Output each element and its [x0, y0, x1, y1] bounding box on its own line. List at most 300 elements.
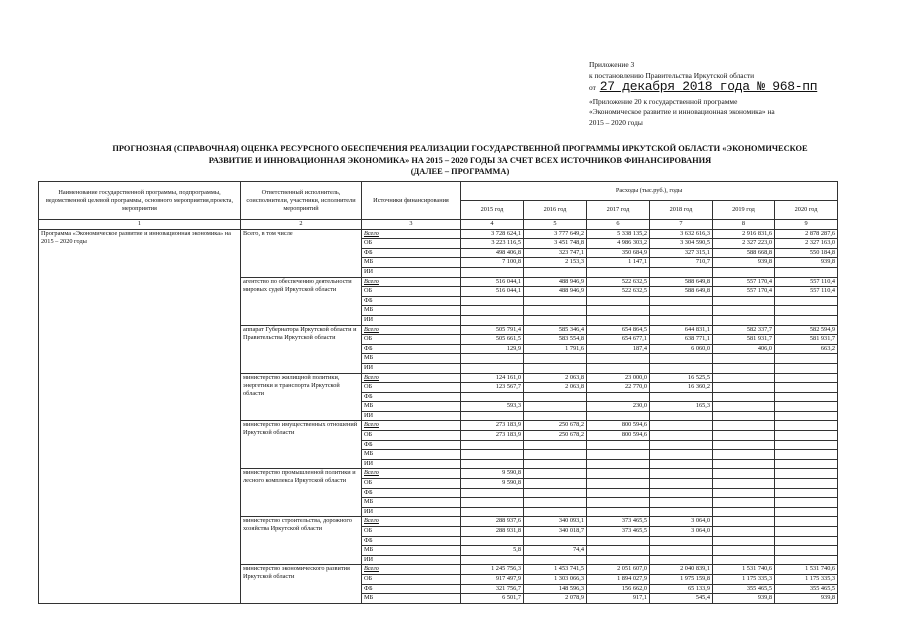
- expense-value: [524, 363, 587, 373]
- expense-value: 545,4: [650, 594, 713, 604]
- expense-value: 710,7: [650, 258, 713, 268]
- expense-value: 917,1: [587, 594, 650, 604]
- funding-source: МБ: [362, 498, 461, 508]
- expense-value: [775, 411, 838, 421]
- expense-value: 323 747,1: [524, 248, 587, 258]
- expense-value: 273 183,9: [461, 431, 524, 441]
- executor-name: министерство строительства, дорожного хозяйства Иркутской области: [241, 517, 362, 565]
- expense-value: 939,8: [775, 258, 838, 268]
- title-line1: ПРОГНОЗНАЯ (СПРАВОЧНАЯ) ОЦЕНКА РЕСУРСНОГО ОБЕСПЕЧЕНИЯ РЕАЛИЗАЦИИ ГОСУДАРСТВЕННОЙ ПРОГРАММЫ ИРКУТСКОЙ ОБЛАСТИ «ЭКОНОМИЧЕСКОЕ: [112, 144, 808, 153]
- expense-value: [461, 267, 524, 277]
- expense-value: 250 678,2: [524, 431, 587, 441]
- expense-value: [461, 459, 524, 469]
- expense-value: [775, 459, 838, 469]
- expense-value: [650, 354, 713, 364]
- executor-name: министерство экономического развития Иркутской области: [241, 565, 362, 603]
- expense-value: [461, 440, 524, 450]
- expense-value: [713, 354, 775, 364]
- expense-value: [524, 354, 587, 364]
- expense-value: [775, 546, 838, 556]
- expense-value: 588 649,8: [650, 277, 713, 287]
- expense-value: [587, 392, 650, 402]
- expense-value: [650, 411, 713, 421]
- expense-value: 23 000,0: [587, 373, 650, 383]
- expense-value: [713, 296, 775, 306]
- expense-value: 1 175 335,3: [713, 574, 775, 584]
- expense-value: [650, 469, 713, 479]
- funding-source: Всего: [362, 565, 461, 575]
- document-title: [70, 143, 850, 178]
- expense-value: [524, 296, 587, 306]
- expense-value: 355 465,5: [775, 584, 838, 594]
- expense-value: 557 170,4: [713, 277, 775, 287]
- expense-value: 2 078,9: [524, 594, 587, 604]
- expense-value: 65 133,9: [650, 584, 713, 594]
- funding-source: Всего: [362, 421, 461, 431]
- expense-value: [713, 440, 775, 450]
- expense-value: [713, 392, 775, 402]
- expense-value: [587, 440, 650, 450]
- expense-value: 74,4: [524, 546, 587, 556]
- decree-reference: к постановлению Правительства Иркутской области: [589, 70, 755, 80]
- program-name: Программа «Экономическое развитие и инновационная экономика» на 2015 – 2020 годы: [39, 229, 241, 603]
- expense-value: [587, 507, 650, 517]
- expense-value: 230,0: [587, 402, 650, 412]
- funding-source: ФБ: [362, 440, 461, 450]
- funding-source: Всего: [362, 325, 461, 335]
- expense-value: [713, 507, 775, 517]
- expense-value: [713, 411, 775, 421]
- expense-value: 581 931,7: [713, 335, 775, 345]
- expense-value: [650, 431, 713, 441]
- expense-value: [587, 315, 650, 325]
- expense-value: 588 668,8: [713, 248, 775, 258]
- header-year: 2016 год: [524, 201, 587, 220]
- expense-value: [713, 498, 775, 508]
- expense-value: [524, 555, 587, 565]
- expense-value: [587, 469, 650, 479]
- expense-value: 156 662,0: [587, 584, 650, 594]
- expense-value: 1 531 740,6: [713, 565, 775, 575]
- expense-value: [524, 411, 587, 421]
- funding-source: МБ: [362, 306, 461, 316]
- appendix-program-line2: «Экономическое развитие и инновационная экономика» на: [589, 107, 775, 116]
- expense-value: [587, 354, 650, 364]
- expense-value: [461, 354, 524, 364]
- expense-value: [713, 421, 775, 431]
- table-body: [39, 220, 838, 604]
- expense-value: 3 064,0: [650, 527, 713, 537]
- expense-value: [524, 315, 587, 325]
- expense-value: [650, 536, 713, 546]
- funding-source: ИИ: [362, 507, 461, 517]
- expense-value: [461, 450, 524, 460]
- executor-name: министерство жилищной политики, энергетики и транспорта Иркутской области: [241, 373, 362, 421]
- expense-value: [775, 488, 838, 498]
- expense-value: 581 931,7: [775, 335, 838, 345]
- expense-value: 939,8: [713, 594, 775, 604]
- expense-value: 1 453 741,5: [524, 565, 587, 575]
- column-index: 8: [713, 220, 775, 230]
- expense-value: 6 060,0: [650, 344, 713, 354]
- expense-value: [587, 450, 650, 460]
- expense-value: [587, 536, 650, 546]
- expense-value: [713, 488, 775, 498]
- funding-source: ИИ: [362, 411, 461, 421]
- expense-value: [524, 459, 587, 469]
- expense-value: [461, 306, 524, 316]
- expense-value: [775, 421, 838, 431]
- expense-value: [713, 555, 775, 565]
- funding-source: ФБ: [362, 296, 461, 306]
- expense-value: 583 554,8: [524, 335, 587, 345]
- expense-value: [713, 450, 775, 460]
- expense-value: 3 777 649,2: [524, 229, 587, 239]
- funding-source: Всего: [362, 373, 461, 383]
- expense-value: [587, 306, 650, 316]
- expense-value: 3 632 616,3: [650, 229, 713, 239]
- funding-source: МБ: [362, 402, 461, 412]
- expense-value: [587, 488, 650, 498]
- header-year: 2018 год: [650, 201, 713, 220]
- expense-value: [587, 296, 650, 306]
- expense-value: [524, 507, 587, 517]
- expense-value: 522 632,5: [587, 277, 650, 287]
- expense-value: [524, 440, 587, 450]
- expense-value: [461, 498, 524, 508]
- expense-value: [775, 469, 838, 479]
- expense-value: 2 153,3: [524, 258, 587, 268]
- expense-value: 644 831,1: [650, 325, 713, 335]
- executor-name: аппарат Губернатора Иркутской области и Правительства Иркутской области: [241, 325, 362, 373]
- expense-value: [650, 306, 713, 316]
- expense-value: [650, 363, 713, 373]
- expense-value: 1 303 066,3: [524, 574, 587, 584]
- expense-value: [524, 479, 587, 489]
- funding-source: Всего: [362, 277, 461, 287]
- expense-value: 1 975 159,8: [650, 574, 713, 584]
- expense-value: [524, 536, 587, 546]
- expense-value: [775, 527, 838, 537]
- header-expenses: Расходы (тыс.руб.), годы: [461, 182, 838, 201]
- expense-value: 2 051 607,0: [587, 565, 650, 575]
- expense-value: [650, 546, 713, 556]
- expense-value: [461, 296, 524, 306]
- expense-value: [713, 363, 775, 373]
- expense-value: 800 594,6: [587, 431, 650, 441]
- header-year: 2015 год: [461, 201, 524, 220]
- expense-value: 638 771,1: [650, 335, 713, 345]
- expense-value: [775, 392, 838, 402]
- expense-value: 939,8: [713, 258, 775, 268]
- header-source: Источники финансирования: [362, 182, 461, 220]
- expense-value: 2 327 163,0: [775, 239, 838, 249]
- expense-value: [587, 479, 650, 489]
- column-index: 2: [241, 220, 362, 230]
- expense-value: 1 147,1: [587, 258, 650, 268]
- expense-value: 129,9: [461, 344, 524, 354]
- expense-value: [587, 498, 650, 508]
- expense-value: 288 931,8: [461, 527, 524, 537]
- expense-value: [587, 411, 650, 421]
- expense-value: [775, 363, 838, 373]
- expense-value: 124 161,0: [461, 373, 524, 383]
- header-year: 2020 год: [775, 201, 838, 220]
- expense-value: 6 501,7: [461, 594, 524, 604]
- expense-value: 9 590,8: [461, 469, 524, 479]
- expense-value: 654 864,5: [587, 325, 650, 335]
- expense-value: [650, 507, 713, 517]
- executor-name: Всего, в том числе: [241, 229, 362, 277]
- expense-value: 1 175 335,3: [775, 574, 838, 584]
- expense-value: [713, 402, 775, 412]
- date-prefix: от: [589, 83, 596, 92]
- expense-value: 373 465,5: [587, 527, 650, 537]
- expense-value: [713, 469, 775, 479]
- expense-value: [775, 354, 838, 364]
- expense-value: 557 110,4: [775, 287, 838, 297]
- expense-value: 187,4: [587, 344, 650, 354]
- expense-value: [461, 411, 524, 421]
- expense-value: 917 497,9: [461, 574, 524, 584]
- funding-source: ОБ: [362, 383, 461, 393]
- resource-table: [38, 181, 838, 604]
- expense-value: 373 465,5: [587, 517, 650, 527]
- expense-value: [650, 459, 713, 469]
- funding-source: ФБ: [362, 248, 461, 258]
- expense-value: 582 594,9: [775, 325, 838, 335]
- column-index: 9: [775, 220, 838, 230]
- appendix-program-line3: 2015 – 2020 годы: [589, 117, 643, 127]
- column-index: 1: [39, 220, 241, 230]
- expense-value: [461, 536, 524, 546]
- header-year: 2017 год: [587, 201, 650, 220]
- expense-value: [713, 267, 775, 277]
- expense-value: 588 649,8: [650, 287, 713, 297]
- expense-value: 2 040 839,1: [650, 565, 713, 575]
- funding-source: ИИ: [362, 555, 461, 565]
- funding-source: Всего: [362, 469, 461, 479]
- funding-source: ОБ: [362, 335, 461, 345]
- funding-source: ИИ: [362, 459, 461, 469]
- expense-value: [713, 373, 775, 383]
- expense-value: 5,8: [461, 546, 524, 556]
- expense-value: 327 315,1: [650, 248, 713, 258]
- expense-value: [775, 498, 838, 508]
- expense-value: [587, 267, 650, 277]
- expense-value: [524, 450, 587, 460]
- expense-value: [461, 315, 524, 325]
- expense-value: [775, 450, 838, 460]
- header-name: Наименование государственной программы, подпрограммы, ведомственной целевой программы, основного мероприятия,проекта, мероприятия: [39, 182, 241, 220]
- expense-value: [524, 392, 587, 402]
- column-index: 5: [524, 220, 587, 230]
- expense-value: 2 063,8: [524, 383, 587, 393]
- funding-source: МБ: [362, 594, 461, 604]
- expense-value: [775, 431, 838, 441]
- expense-value: 16 525,5: [650, 373, 713, 383]
- expense-value: [650, 421, 713, 431]
- expense-value: [775, 517, 838, 527]
- expense-value: 1 245 756,3: [461, 565, 524, 575]
- expense-value: [713, 306, 775, 316]
- expense-value: [775, 555, 838, 565]
- expense-value: [775, 383, 838, 393]
- expense-value: 123 567,7: [461, 383, 524, 393]
- expense-value: [775, 479, 838, 489]
- expense-value: 488 946,9: [524, 287, 587, 297]
- expense-value: [650, 450, 713, 460]
- expense-value: [524, 306, 587, 316]
- expense-value: 2 878 287,6: [775, 229, 838, 239]
- expense-value: 593,3: [461, 402, 524, 412]
- expense-value: 9 590,8: [461, 479, 524, 489]
- expense-value: 4 986 303,2: [587, 239, 650, 249]
- expense-value: [650, 296, 713, 306]
- funding-source: ФБ: [362, 488, 461, 498]
- funding-source: ФБ: [362, 584, 461, 594]
- expense-value: 148 596,3: [524, 584, 587, 594]
- expense-value: 939,8: [775, 594, 838, 604]
- funding-source: ФБ: [362, 344, 461, 354]
- expense-value: [650, 440, 713, 450]
- expense-value: 800 594,6: [587, 421, 650, 431]
- expense-value: [650, 392, 713, 402]
- expense-value: [524, 469, 587, 479]
- expense-value: [587, 555, 650, 565]
- header-year: 2019 год: [713, 201, 775, 220]
- expense-value: [524, 488, 587, 498]
- funding-source: ОБ: [362, 527, 461, 537]
- expense-value: 550 184,8: [775, 248, 838, 258]
- expense-value: [713, 527, 775, 537]
- expense-value: [713, 536, 775, 546]
- expense-value: [650, 267, 713, 277]
- column-index: 6: [587, 220, 650, 230]
- appendix-number: Приложение 3: [589, 60, 635, 69]
- expense-value: [713, 431, 775, 441]
- expense-value: 3 304 590,5: [650, 239, 713, 249]
- funding-source: МБ: [362, 546, 461, 556]
- expense-value: [775, 267, 838, 277]
- header-executor: Ответственный исполнитель, соисполнители, участники, исполнители мероприятий: [241, 182, 362, 220]
- funding-source: ФБ: [362, 536, 461, 546]
- expense-value: 1 894 027,9: [587, 574, 650, 584]
- expense-value: 516 044,1: [461, 277, 524, 287]
- column-index: 4: [461, 220, 524, 230]
- funding-source: ФБ: [362, 392, 461, 402]
- funding-source: ИИ: [362, 363, 461, 373]
- expense-value: 321 756,7: [461, 584, 524, 594]
- expense-value: [713, 517, 775, 527]
- expense-value: [524, 267, 587, 277]
- expense-value: 516 044,1: [461, 287, 524, 297]
- title-line2: РАЗВИТИЕ И ИННОВАЦИОННАЯ ЭКОНОМИКА» НА 2015 – 2020 ГОДЫ ЗА СЧЕТ ВСЕХ ИСТОЧНИКОВ ФИНАНСИРОВАНИЯ: [208, 155, 712, 165]
- expense-value: [775, 536, 838, 546]
- expense-value: [650, 498, 713, 508]
- expense-value: [461, 488, 524, 498]
- funding-source: Всего: [362, 517, 461, 527]
- expense-value: 505 661,5: [461, 335, 524, 345]
- expense-value: 355 465,5: [713, 584, 775, 594]
- appendix-program-line1: «Приложение 20 к государственной программе: [589, 96, 738, 106]
- expense-value: [713, 459, 775, 469]
- expense-value: 340 093,1: [524, 517, 587, 527]
- expense-value: [713, 315, 775, 325]
- expense-value: 340 018,7: [524, 527, 587, 537]
- expense-value: 2 916 831,6: [713, 229, 775, 239]
- expense-value: 288 937,6: [461, 517, 524, 527]
- expense-value: 273 183,9: [461, 421, 524, 431]
- column-index: 7: [650, 220, 713, 230]
- funding-source: МБ: [362, 354, 461, 364]
- executor-name: министерство имущественных отношений Иркутской области: [241, 421, 362, 469]
- funding-source: ОБ: [362, 239, 461, 249]
- funding-source: ОБ: [362, 431, 461, 441]
- index-row: [39, 220, 838, 230]
- expense-value: 488 946,9: [524, 277, 587, 287]
- expense-value: [650, 488, 713, 498]
- expense-value: [461, 555, 524, 565]
- funding-source: ИИ: [362, 267, 461, 277]
- expense-value: [650, 315, 713, 325]
- expense-value: [775, 402, 838, 412]
- expense-value: 663,2: [775, 344, 838, 354]
- funding-source: Всего: [362, 229, 461, 239]
- expense-value: 505 791,4: [461, 325, 524, 335]
- expense-value: 2 327 223,0: [713, 239, 775, 249]
- expense-value: 250 678,2: [524, 421, 587, 431]
- funding-source: МБ: [362, 450, 461, 460]
- funding-source: ОБ: [362, 479, 461, 489]
- expense-value: [524, 498, 587, 508]
- funding-source: МБ: [362, 258, 461, 268]
- funding-source: ОБ: [362, 574, 461, 584]
- expense-value: 7 100,8: [461, 258, 524, 268]
- appendix-header: [589, 60, 889, 128]
- expense-value: [775, 306, 838, 316]
- expense-value: 406,0: [713, 344, 775, 354]
- expense-value: [524, 402, 587, 412]
- expense-value: [775, 296, 838, 306]
- funding-source: ИИ: [362, 315, 461, 325]
- expense-value: 165,3: [650, 402, 713, 412]
- expense-value: 557 110,4: [775, 277, 838, 287]
- expense-value: [461, 392, 524, 402]
- expense-value: [650, 479, 713, 489]
- expense-value: [587, 459, 650, 469]
- executor-name: министерство промышленной политики и лесного комплекса Иркутской области: [241, 469, 362, 517]
- expense-value: 557 170,4: [713, 287, 775, 297]
- expense-value: 498 406,8: [461, 248, 524, 258]
- expense-value: 585 346,4: [524, 325, 587, 335]
- expense-value: 5 338 135,2: [587, 229, 650, 239]
- expense-value: 3 451 748,8: [524, 239, 587, 249]
- decree-date: 27 декабря 2018 года № 968-пп: [599, 79, 818, 94]
- expense-value: 522 632,5: [587, 287, 650, 297]
- expense-value: [587, 363, 650, 373]
- title-line3: (ДАЛЕЕ – ПРОГРАММА): [410, 167, 510, 176]
- expense-value: [713, 546, 775, 556]
- expense-value: 1 531 740,6: [775, 565, 838, 575]
- column-index: 3: [362, 220, 461, 230]
- table-row: [39, 229, 838, 239]
- expense-value: [650, 555, 713, 565]
- expense-value: [775, 440, 838, 450]
- expense-value: 582 337,7: [713, 325, 775, 335]
- expense-value: [461, 507, 524, 517]
- expense-value: [713, 383, 775, 393]
